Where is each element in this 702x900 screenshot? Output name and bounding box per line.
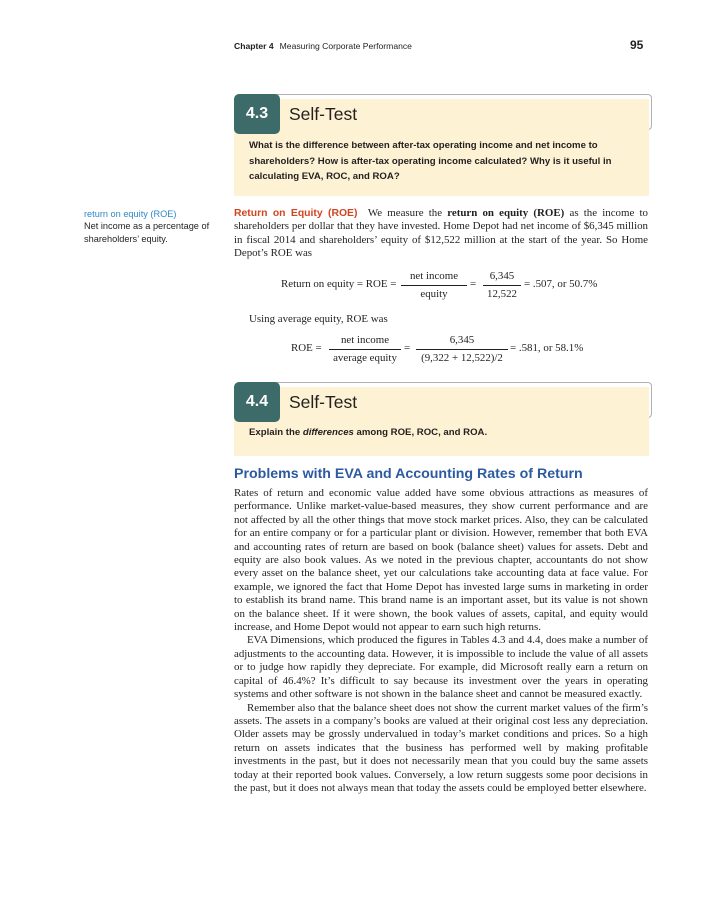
running-header [234,41,412,51]
eq2-fraction-bar [329,349,401,350]
margin-definition [84,208,214,245]
eq1-numerator: net income [409,270,459,282]
self-test-title: Self-Test [289,104,358,124]
eq2-value-bar [416,349,508,350]
question-emphasis: differences [302,427,354,438]
average-equity-text: Using average equity, ROE was [249,313,388,325]
self-test-question [249,425,641,441]
paragraph-1: Rates of return and economic value added have some obvious attractions as measures of performance. Unlike market-value-based measures, they show current performance and are not affected by all the other things that move stock market prices. Also, they can be calculated for an entire company or for a particular plant or division. However, remember that both EVA and accounting rates of return are based on book (balance sheet) values for assets. Debt and equity are also book values. As we noted in the previous chapter, accountants do not show every asset on the balance sheet, yet our calculations take accounting data at face value. For example, we ignored the fact that Home Depot has invested large sums in marketing in order to establish its brand name. This brand name is an important asset, but its value is not shown on the balance sheet. If it were shown, the book values of assets, capital, and equity would increase, and Home Depot would not appear to earn such high returns. [234,487,648,634]
paragraph-3: Remember also that the balance sheet does not show the current market values of the firm’s assets. The assets in a company’s books are valued at their original cost less any depreciation. Older assets may be grossly undervalued in today’s market conditions and prices. So a high return on assets indicates that the business has performed well by making profitable investments in the past, but it does not necessarily mean that you could buy the same assets today at their reported book values. Conversely, a low return suggests some poor decisions in the past, but it does not always mean that today the assets could be employed better elsewhere. [234,701,648,794]
eq1-result: = .507, or 50.7% [524,278,598,290]
eq2-numerator-value: 6,345 [449,334,475,346]
paragraph-2: EVA Dimensions, which produced the figures in Tables 4.3 and 4.4, does make a number of adjustments to the accounting data. However, it is impossible to include the value of all assets or to judge how rapidly they depreciate. For example, did Microsoft really earn a return on capital of 46.4%? It’s difficult to say because its investment over the years in operating systems and other software is not shown in the balance sheet and cannot be measured exactly. [234,634,648,701]
chapter-title: Measuring Corporate Performance [279,41,412,51]
self-test-question: What is the difference between after-tax operating income and net income to shareholders? How is after-tax operating income calculated? Why is it useful in calculating EVA, ROC, and ROA? [249,140,612,183]
margin-definition-text: Net income as a percentage of shareholders’ equity. [84,221,210,244]
roe-term: return on equity (ROE) [447,207,565,219]
chapter-label: Chapter 4 [234,41,274,51]
roe-heading: Return on Equity (ROE) [234,208,358,219]
section-heading: Problems with EVA and Accounting Rates of Return [234,466,583,482]
eq2-denominator: average equity [333,352,397,364]
eq1-denominator: equity [420,288,448,300]
eq2-numerator: net income [340,334,390,346]
margin-term: return on equity (ROE) [84,209,177,219]
eq1-denominator-value: 12,522 [487,288,517,300]
body-text [234,487,648,795]
page-number: 95 [630,38,644,52]
eq1-equals: = [470,278,477,290]
eq1-value-bar [483,285,521,286]
roe-text-1: We measure the [367,207,443,219]
self-test-number-badge: 4.3 [234,94,280,134]
eq2-lhs: ROE = [291,342,322,354]
question-part: Explain the [249,427,301,438]
self-test-title: Self-Test [289,392,358,412]
eq2-equals: = [404,342,411,354]
eq2-result: = .581, or 58.1% [510,342,584,354]
question-part: among ROE, ROC, and ROA. [356,427,488,438]
eq1-lhs: Return on equity = ROE = [281,278,397,290]
eq1-numerator-value: 6,345 [489,270,515,282]
roe-paragraph [234,207,648,261]
eq1-fraction-bar [401,285,467,286]
eq2-denominator-value: (9,322 + 12,522)/2 [421,352,503,364]
self-test-number-badge: 4.4 [234,382,280,422]
roe-text-2: as the income to shareholders per dollar that they have invested. Home Depot had net income of $6,345 million in fiscal 2014 and shareholders’ equity of $12,522 million at the start of the year. So Home Depot’s ROE was [234,207,648,260]
